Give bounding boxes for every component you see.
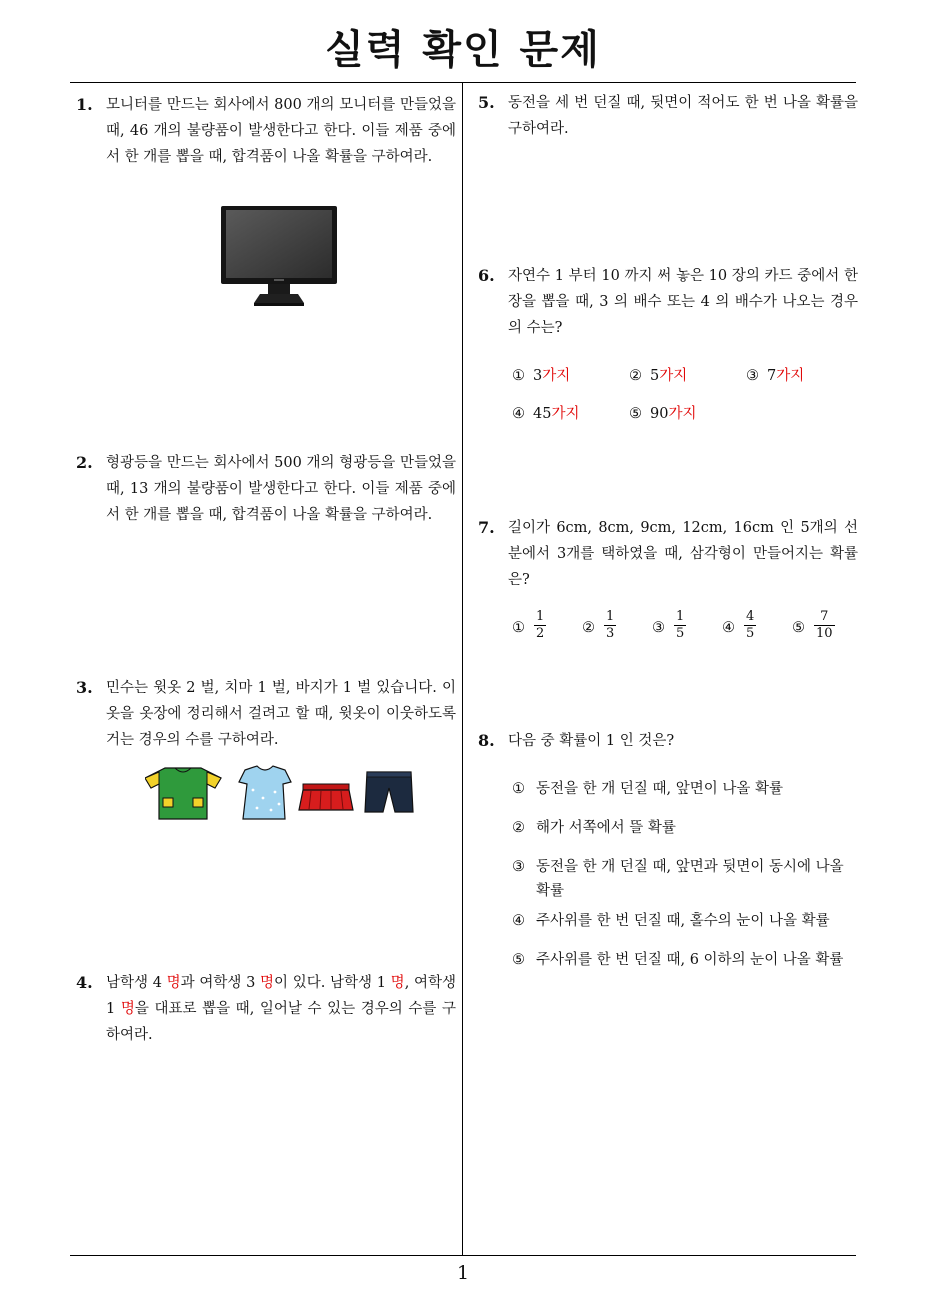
question-5 — [478, 90, 858, 142]
question-text: 남학생 4 명과 여학생 3 명이 있다. 남학생 1 명, 여학생 1 명을 대표로 뽑을 때, 일어날 수 있는 경우의 수를 구하여라. — [106, 975, 457, 1043]
q8-option-1[interactable]: ① 동전을 한 개 던질 때, 앞면이 나올 확률 — [512, 781, 783, 797]
column-divider — [462, 83, 463, 1255]
clothes-image — [145, 764, 415, 824]
question-number: 2. — [76, 453, 93, 472]
q6-option-5[interactable]: ⑤ 90가지 — [629, 406, 697, 422]
question-4 — [76, 970, 456, 1048]
monitor-image — [220, 205, 338, 309]
q7-option-5-mark[interactable]: ⑤ — [792, 620, 805, 636]
q7-option-2-mark[interactable]: ② — [582, 620, 595, 636]
question-1 — [76, 92, 456, 170]
question-number: 6. — [478, 266, 495, 285]
question-7 — [478, 515, 858, 593]
q7-option-5-fraction: $\frac{7}{10}$ — [816, 609, 833, 641]
question-number: 4. — [76, 973, 93, 992]
question-number: 5. — [478, 93, 495, 112]
question-2 — [76, 450, 456, 528]
question-text: 다음 중 확률이 1 인 것은? — [508, 733, 675, 749]
header-rule — [70, 82, 856, 83]
q8-option-2[interactable]: ② 해가 서쪽에서 뜰 확률 — [512, 820, 676, 836]
q7-option-4-mark[interactable]: ④ — [722, 620, 735, 636]
q7-option-3-mark[interactable]: ③ — [652, 620, 665, 636]
question-text: 민수는 윗옷 2 벌, 치마 1 벌, 바지가 1 벌 있습니다. 이 옷을 옷장에 정리해서 걸려고 할 때, 윗옷이 이웃하도록 거는 경우의 수를 구하여라. — [106, 680, 456, 748]
q6-option-4[interactable]: ④ 45가지 — [512, 406, 580, 422]
question-text: 모니터를 만드는 회사에서 800 개의 모니터를 만들었을 때, 46 개의 불량품이 발생한다고 한다. 이들 제품 중에서 한 개를 뽑을 때, 합격품이 나올 확률을 구하여라. — [106, 97, 456, 165]
q7-option-1-fraction: $\frac{1}{2}$ — [536, 609, 545, 641]
question-3 — [76, 675, 456, 753]
footer-rule — [70, 1255, 856, 1256]
question-number: 7. — [478, 518, 495, 537]
page-number: 1 — [456, 1262, 470, 1284]
question-text: 길이가 6cm, 8cm, 9cm, 12cm, 16cm 인 5개의 선분에서 3개를 택하였을 때, 삼각형이 만들어지는 확률은? — [508, 520, 858, 588]
question-text: 자연수 1 부터 10 까지 써 놓은 10 장의 카드 중에서 한 장을 뽑을 때, 3 의 배수 또는 4 의 배수가 나오는 경우의 수는? — [508, 268, 858, 336]
page-title: 실력 확인 문제 — [325, 27, 601, 73]
q8-option-4[interactable]: ④ 주사위를 한 번 던질 때, 홀수의 눈이 나올 확률 — [512, 913, 830, 929]
q6-option-1[interactable]: ① 3가지 — [512, 368, 571, 384]
q6-option-2[interactable]: ② 5가지 — [629, 368, 688, 384]
q7-option-1-mark[interactable]: ① — [512, 620, 525, 636]
q7-option-2-fraction: $\frac{1}{3}$ — [606, 609, 615, 641]
q7-option-3-fraction: $\frac{1}{5}$ — [676, 609, 685, 641]
q8-option-3[interactable]: ③ 동전을 한 개 던질 때, 앞면과 뒷면이 동시에 나올 확률 — [512, 859, 844, 899]
q8-option-5[interactable]: ⑤ 주사위를 한 번 던질 때, 6 이하의 눈이 나올 확률 — [512, 952, 844, 968]
question-text: 형광등을 만드는 회사에서 500 개의 형광등을 만들었을 때, 13 개의 불량품이 발생한다고 한다. 이들 제품 중에서 한 개를 뽑을 때, 합격품이 나올 확률을 구하여라. — [106, 455, 456, 523]
q6-option-3[interactable]: ③ 7가지 — [746, 368, 805, 384]
q7-option-4-fraction: $\frac{4}{5}$ — [746, 609, 755, 641]
question-8 — [478, 728, 858, 754]
question-number: 3. — [76, 678, 93, 697]
question-6 — [478, 263, 858, 341]
question-number: 8. — [478, 731, 495, 750]
question-number: 1. — [76, 95, 93, 114]
question-text: 동전을 세 번 던질 때, 뒷면이 적어도 한 번 나올 확률을 구하여라. — [508, 95, 858, 137]
